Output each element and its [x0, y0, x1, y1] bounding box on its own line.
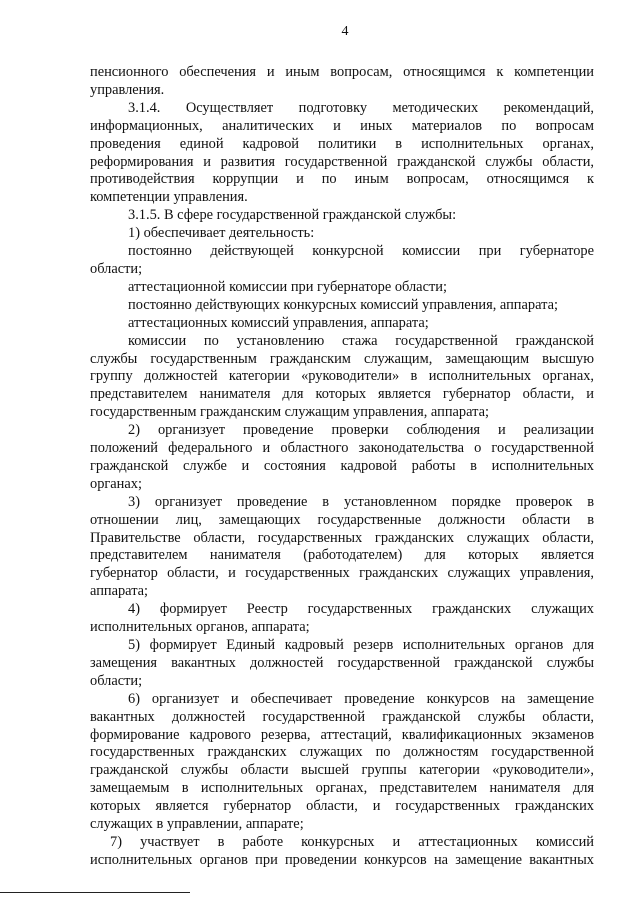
text-line: комиссии по установлению стажа государственной гражданской [128, 332, 594, 349]
text-line: постоянно действующих конкурсных комиссий управления, аппарата; [128, 296, 558, 313]
text-line: отношении лиц, замещающих государственные должности области в [90, 511, 594, 528]
text-line: пенсионного обеспечения и иным вопросам, относящимся к компетенции [90, 64, 594, 80]
text-line: управления. [90, 81, 165, 98]
text-line: представителем нанимателя для которых является губернатор области, и [90, 386, 594, 403]
text-line: Правительстве области, государственных гражданских служащих области, [90, 529, 594, 546]
text-line: 5) формирует Единый кадровый резерв исполнительных органов для [128, 637, 594, 653]
text-line: гражданской службы области высшей группы категории «руководители», [90, 762, 594, 779]
text-line: 3.1.4. Осуществляет подготовку методических рекомендаций, [128, 99, 594, 116]
text-line: формирование кадрового резерва, аттестаций, квалификационных экзаменов [90, 726, 594, 743]
text-line: 4) формирует Реестр государственных гражданских служащих [128, 601, 594, 618]
text-line: области; [90, 260, 143, 277]
text-line: аттестационной комиссии при губернаторе области; [128, 278, 447, 295]
text-line: положений федерального и областного законодательства о государственной [90, 440, 594, 457]
text-line: проведения единой кадровой политики в исполнительных органах, [90, 135, 594, 152]
text-line: группу должностей категории «руководители» в исполнительных органах, [90, 368, 594, 385]
text-line: гражданской службе и состояния кадровой работы в исполнительных [90, 457, 594, 474]
text-line: аппарата; [90, 583, 149, 600]
text-line: государственных гражданских служащих по должностям государственной [90, 744, 594, 761]
text-line: информационных, аналитических и иных материалов по вопросам [90, 117, 594, 134]
text-line: губернатор области, и государственных гражданских служащих управления, [90, 565, 594, 582]
footnote-divider [0, 892, 190, 893]
text-line: 3) организует проведение в установленном порядке проверок в [128, 493, 594, 510]
body-text [90, 64, 594, 870]
text-line: вакантных должностей государственной гражданской службы области, [90, 708, 594, 725]
text-line: органах; [90, 475, 142, 492]
text-line: аттестационных комиссий управления, аппарата; [128, 314, 429, 331]
text-line: 1) обеспечивает деятельность: [128, 225, 315, 242]
text-line: исполнительных органов, аппарата; [90, 619, 310, 636]
text-line: представителем нанимателя (работодателем) для которых является [90, 547, 594, 564]
text-line: 6) организует и обеспечивает проведение конкурсов на замещение [128, 690, 594, 707]
text-line: области; [90, 672, 143, 689]
text-line: замещаемым в исполнительных органах, представителем нанимателя для [90, 780, 594, 797]
text-line: реформирования и развития государственной гражданской службы области, [90, 153, 594, 170]
page-number: 4 [341, 24, 349, 39]
text-line: служащих в управлении, аппарате; [90, 816, 304, 833]
text-line: государственным гражданским служащим управления, аппарата; [90, 404, 489, 421]
text-line: противодействия коррупции и по иным вопросам, относящимся к [90, 171, 594, 188]
text-line: компетенции управления. [90, 189, 248, 206]
text-line: которых является губернатор области, и государственных гражданских [90, 798, 594, 815]
text-line: 3.1.5. В сфере государственной гражданской службы: [128, 207, 457, 224]
text-line: службы государственным гражданским служащим, замещающим высшую [90, 350, 594, 367]
text-line: замещения вакантных должностей государственной гражданской службы [90, 654, 594, 671]
text-line: 7) участвует в работе конкурсных и аттестационных комиссий [110, 833, 594, 850]
text-line: 2) организует проведение проверки соблюдения и реализации [128, 422, 594, 439]
text-line: постоянно действующей конкурсной комиссии при губернаторе [128, 243, 594, 260]
text-line: исполнительных органов при проведении конкурсов на замещение вакантных [90, 851, 594, 868]
